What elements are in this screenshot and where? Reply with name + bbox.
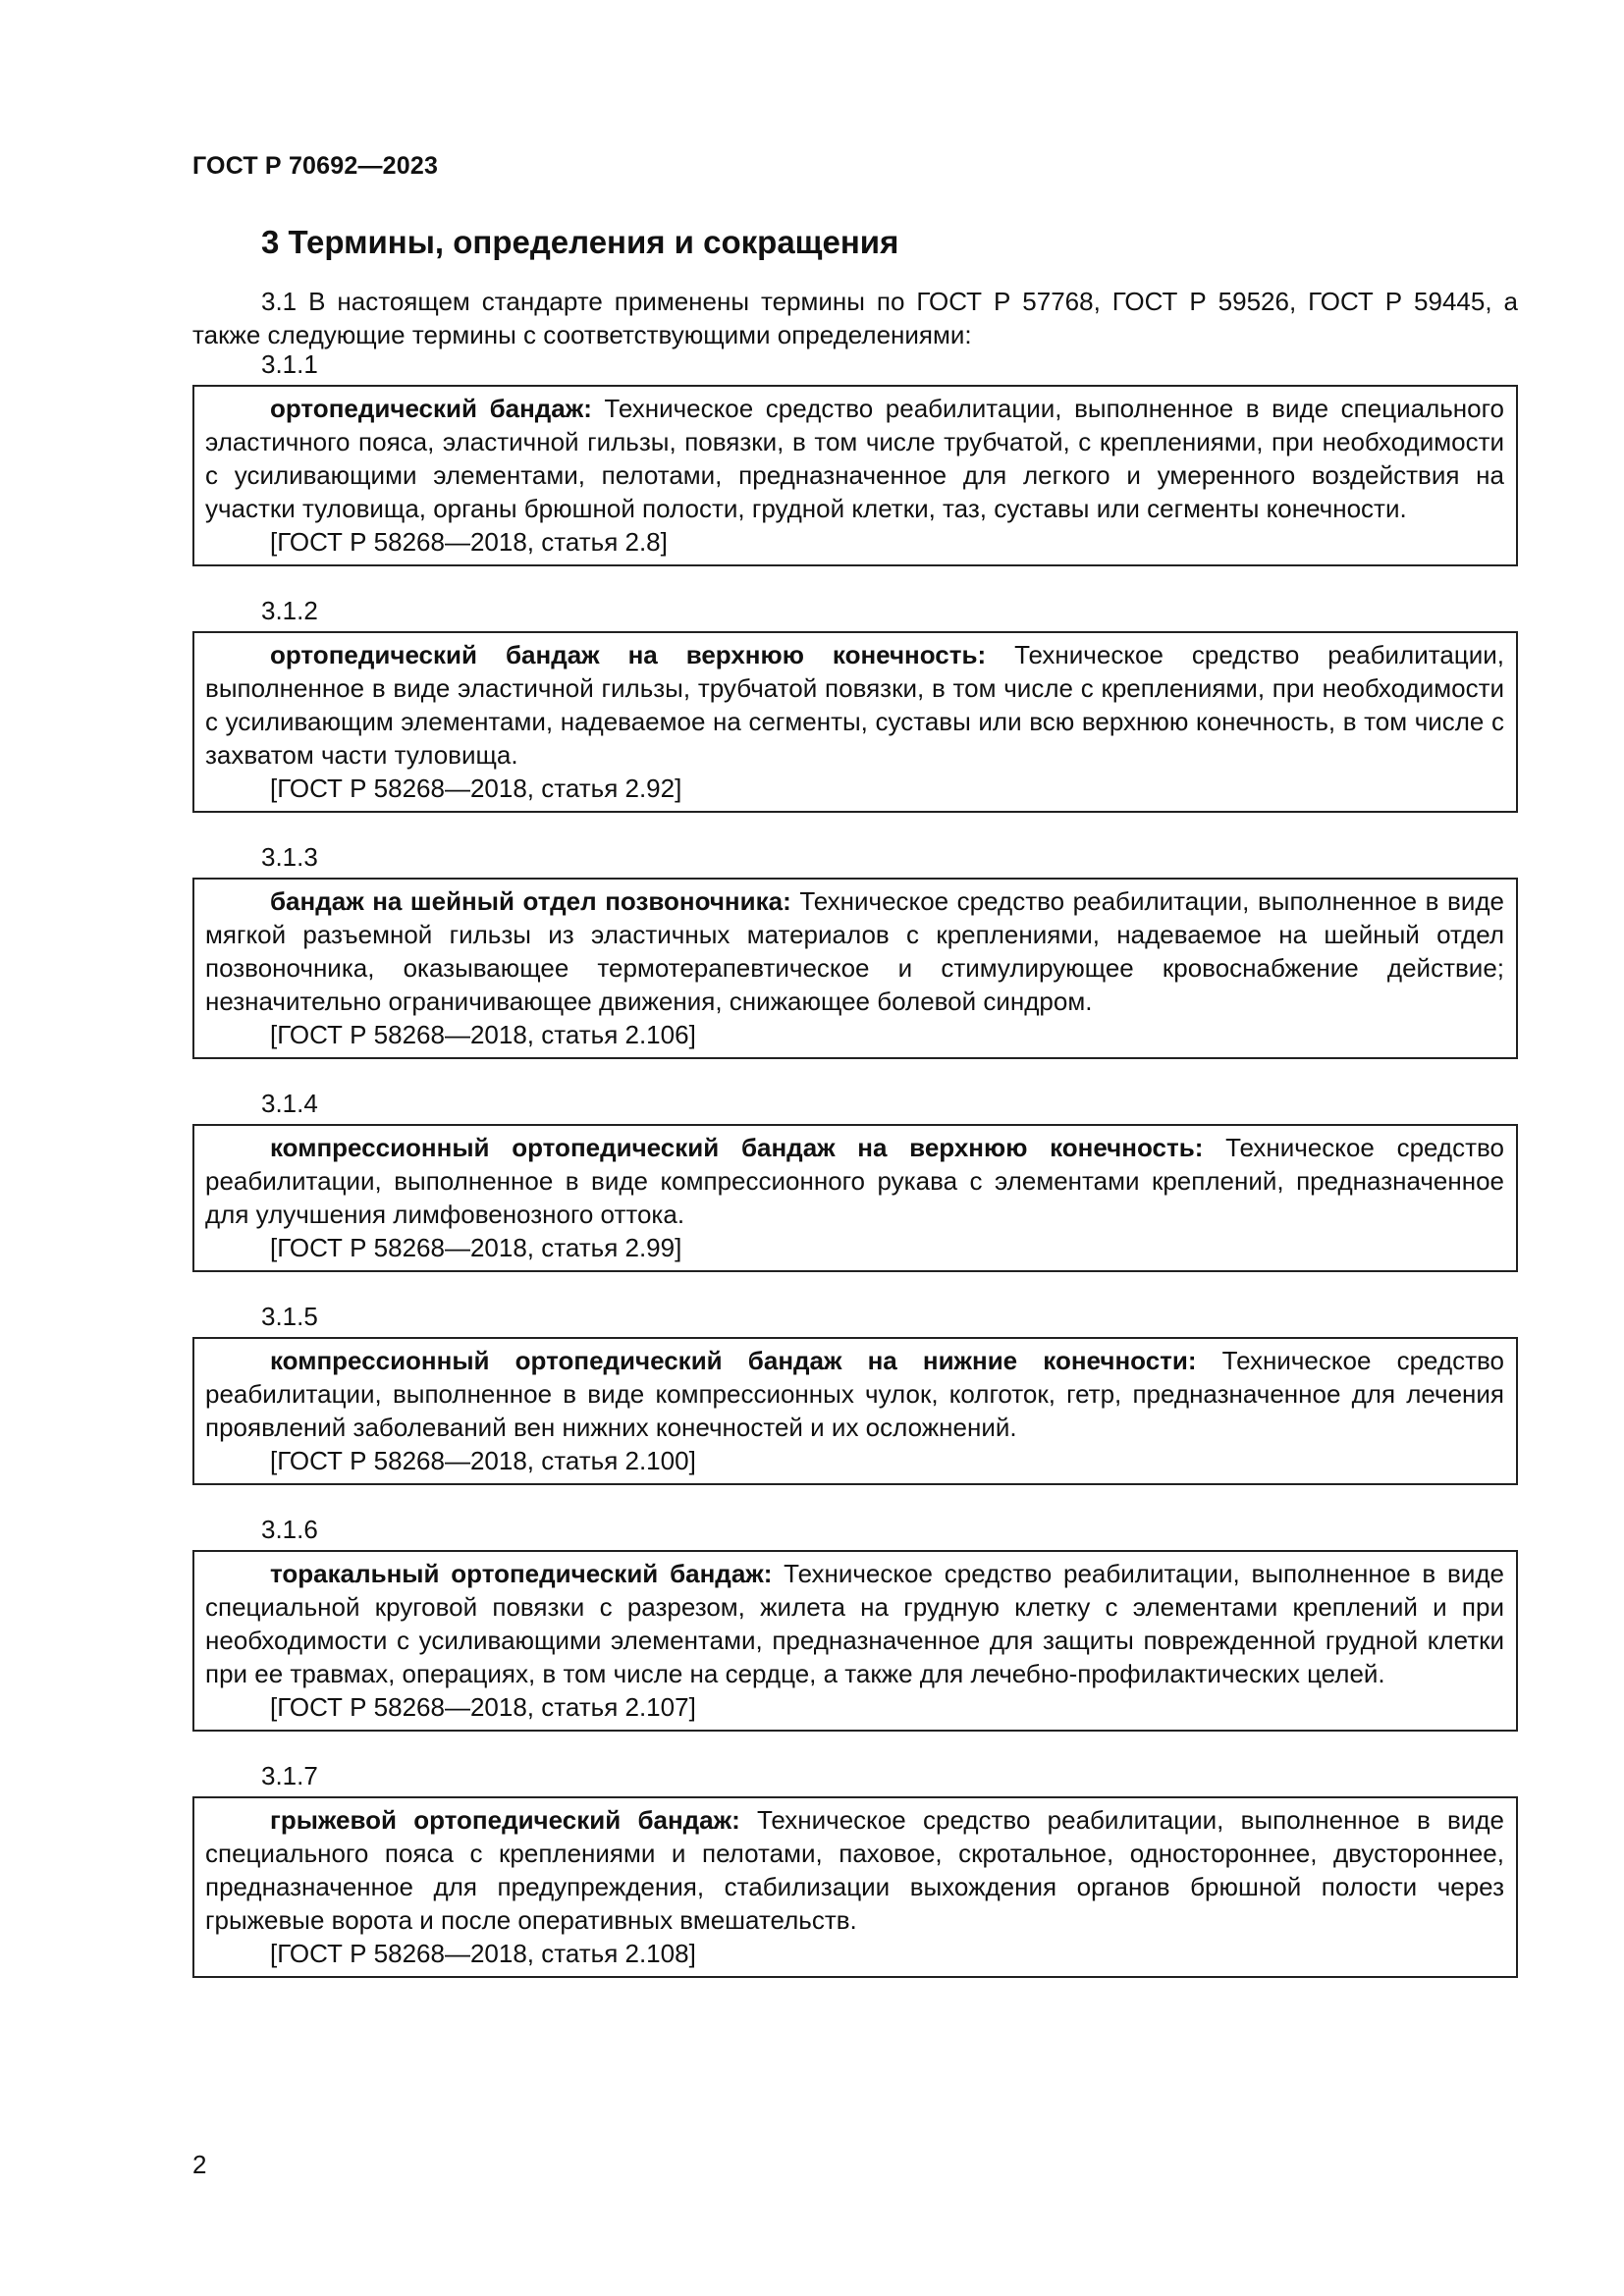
term-entry [192,1087,1518,1272]
term-source: [ГОСТ Р 58268—2018, статья 2.106] [270,1020,696,1049]
term-number: 3.1.4 [261,1089,318,1118]
term-source: [ГОСТ Р 58268—2018, статья 2.99] [270,1233,682,1262]
term-definition: Техническое средство реабилитации, выполненное в виде специальной круговой повязки с разрезом, жилета на грудную клетку с элементами креплений и при необходимости с усиливающими элементами, предназначенное для защиты поврежденной грудной клетки при ее травмах, операциях, в том числе на сердце, а также для лечебно-профилактических целей. [205,1559,1505,1688]
term-definition-box [192,1796,1518,1978]
term-definition-box [192,878,1518,1059]
term-number: 3.1.3 [261,842,318,872]
term-text [205,638,1504,772]
term-name: компрессионный ортопедический бандаж на нижние конечности: [270,1346,1197,1375]
term-definition: Техническое средство реабилитации, выполненное в виде компрессионных чулок, колготок, гетр, предназначенное для лечения проявлений заболеваний вен нижних конечностей и их осложнений. [205,1346,1505,1442]
term-source: [ГОСТ Р 58268—2018, статья 2.92] [270,774,682,803]
term-list [192,347,1518,1978]
term-name: ортопедический бандаж на верхнюю конечность: [270,640,987,669]
term-entry [192,840,1518,1059]
term-entry [192,347,1518,566]
term-text [205,1557,1504,1690]
term-number: 3.1.1 [261,349,318,379]
term-entry [192,1759,1518,1978]
term-entry [192,1300,1518,1485]
term-text [205,1803,1504,1937]
term-entry [192,594,1518,813]
term-definition: Техническое средство реабилитации, выполненное в виде специального эластичного пояса, эластичной гильзы, повязки, в том числе трубчатой, с креплениями, при необходимости с усиливающими элементами, пелотами, предназначенное для легкого и умеренного воздействия на участки туловища, органы брюшной полости, грудной клетки, таз, суставы или сегменты конечности. [205,394,1505,523]
term-entry [192,1513,1518,1732]
term-name: торакальный ортопедический бандаж: [270,1559,773,1588]
term-definition-box [192,385,1518,566]
term-definition: Техническое средство реабилитации, выполненное в виде мягкой разъемной гильзы из эластичных материалов с креплениями, надеваемое на шейный отдел позвоночника, оказывающее термотерапевтическое и стимулирующее кровоснабжение действие; незначительно ограничивающее движения, снижающее болевой синдром. [205,886,1504,1016]
term-text [205,392,1504,525]
term-name: компрессионный ортопедический бандаж на верхнюю конечность: [270,1133,1204,1162]
term-source: [ГОСТ Р 58268—2018, статья 2.100] [270,1446,696,1475]
term-definition: Техническое средство реабилитации, выполненное в виде специального пояса с креплениями и пелотами, паховое, скротальное, одностороннее, двустороннее, предназначенное для предупреждения, стабилизации выхождения органов брюшной полости через грыжевые ворота и после оперативных вмешательств. [205,1805,1504,1935]
term-definition-box [192,631,1518,813]
term-text [205,1344,1504,1444]
term-definition: Техническое средство реабилитации, выполненное в виде эластичной гильзы, трубчатой повязки, в том числе с креплениями, при необходимости с усиливающим элементами, надеваемое на сегменты, суставы или всю верхнюю конечность, в том числе с захватом части туловища. [205,640,1504,770]
section-intro: 3.1 В настоящем стандарте применены термины по ГОСТ Р 57768, ГОСТ Р 59526, ГОСТ Р 59445, а также следующие термины с соответствующими определениями: [192,287,1518,349]
term-source: [ГОСТ Р 58268—2018, статья 2.108] [270,1939,696,1968]
term-number: 3.1.6 [261,1515,318,1544]
term-definition-box [192,1550,1518,1732]
document-id-header: ГОСТ Р 70692—2023 [192,152,439,180]
term-source: [ГОСТ Р 58268—2018, статья 2.8] [270,527,668,557]
term-name: грыжевой ортопедический бандаж: [270,1805,740,1835]
term-number: 3.1.7 [261,1761,318,1790]
term-number: 3.1.5 [261,1302,318,1331]
term-name: бандаж на шейный отдел позвоночника: [270,886,791,916]
term-text [205,1131,1504,1231]
term-definition-box [192,1337,1518,1485]
term-text [205,884,1504,1018]
term-definition: Техническое средство реабилитации, выполненное в виде компрессионного рукава с элементами креплений, предназначенное для улучшения лимфовенозного оттока. [205,1133,1504,1229]
section-title: 3 Термины, определения и сокращения [261,224,899,260]
term-definition-box [192,1124,1518,1272]
term-source: [ГОСТ Р 58268—2018, статья 2.107] [270,1692,696,1722]
term-number: 3.1.2 [261,596,318,625]
page-number: 2 [192,2150,207,2179]
term-name: ортопедический бандаж: [270,394,592,423]
